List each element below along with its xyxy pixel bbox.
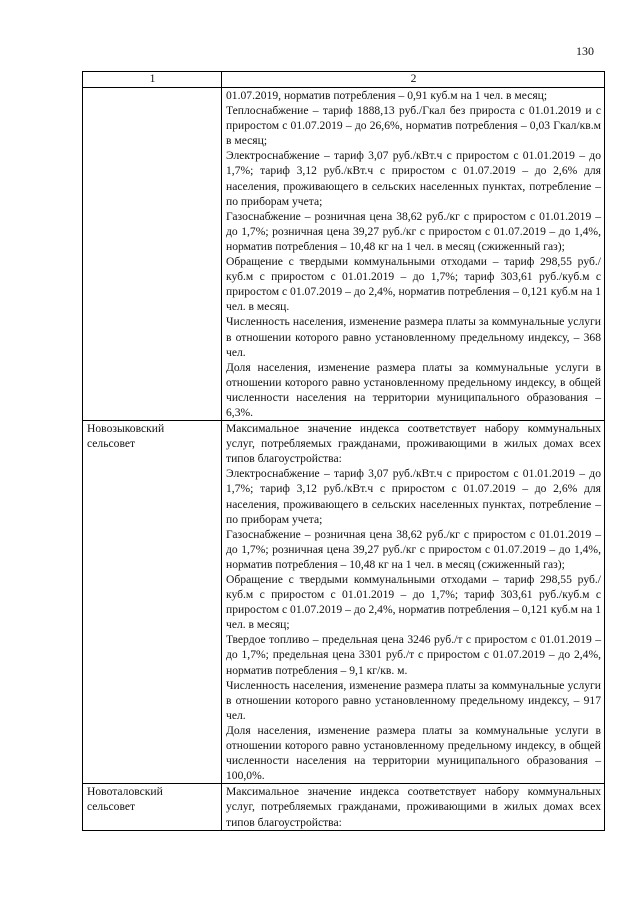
paragraph: Электроснабжение – тариф 3,07 руб./кВт.ч с приростом с 01.01.2019 – до 1,7%; тариф 3,12 руб./кВт.ч с приростом с 01.07.2019 – до 2,6% для населения, проживающего в сельских населенных пунктах, потребление – по приборам учета;	[226, 467, 601, 526]
paragraph: Обращение с твердыми коммунальными отходами – тариф 298,55 руб./куб.м с приростом с 01.01.2019 – до 1,7%; тариф 303,61 руб./куб.м с приростом с 01.07.2019 – до 2,4%, норматив потребления – 0,121 куб.м на 1 чел. в месяц;	[226, 573, 601, 632]
municipality-name: Новозыковский сельсовет	[83, 421, 222, 784]
paragraph: Газоснабжение – розничная цена 38,62 руб./кг с приростом с 01.01.2019 – до 1,7%; розничная цена 39,27 руб./кг с приростом с 01.07.2019 – до 1,4%, норматив потребления – 10,48 кг на 1 чел. в месяц (сжиженный газ);	[226, 527, 601, 571]
municipality-name	[83, 88, 222, 421]
table-row	[83, 88, 605, 421]
page-number: 130	[576, 44, 594, 58]
column-header-2: 2	[222, 72, 605, 88]
paragraph: Доля населения, изменение размера платы за коммунальные услуги в отношении которого равно установленному предельному индексу, в общей численности населения на территории муниципального образования – 6,3%.	[226, 360, 601, 419]
table-header-row	[83, 72, 605, 88]
paragraph: Численность населения, изменение размера платы за коммунальные услуги в отношении которого равно установленному предельному индексу, – 917 чел.	[226, 678, 601, 722]
paragraph: Численность населения, изменение размера платы за коммунальные услуги в отношении которого равно установленному предельному индексу, – 368 чел.	[226, 315, 601, 359]
paragraph: Обращение с твердыми коммунальными отходами – тариф 298,55 руб./куб.м с приростом с 01.01.2019 – до 1,7%; тариф 303,61 руб./куб.м с приростом с 01.07.2019 – до 2,4%, норматив потребления – 0,121 куб.м на 1 чел. в месяц.	[226, 255, 601, 314]
table-row	[83, 784, 605, 830]
paragraph: Газоснабжение – розничная цена 38,62 руб./кг с приростом с 01.01.2019 – до 1,7%; розничная цена 39,27 руб./кг с приростом с 01.07.2019 – до 1,4%, норматив потребления – 10,48 кг на 1 чел. в месяц (сжиженный газ);	[226, 209, 601, 253]
paragraph: Максимальное значение индекса соответствует набору коммунальных услуг, потребляемых гражданами, проживающими в жилых домах всех типов благоустройства:	[226, 785, 601, 829]
paragraph: Доля населения, изменение размера платы за коммунальные услуги в отношении которого равно установленному предельному индексу, в общей численности населения на территории муниципального образования – 100,0%.	[226, 723, 601, 783]
paragraph: Максимальное значение индекса соответствует набору коммунальных услуг, потребляемых гражданами, проживающими в жилых домах всех типов благоустройства:	[226, 422, 601, 466]
table-row	[83, 421, 605, 784]
tariff-description	[222, 421, 605, 784]
municipality-name: Новоталовский сельсовет	[83, 784, 222, 830]
paragraph: Теплоснабжение – тариф 1888,13 руб./Гкал без прироста с 01.01.2019 и с приростом с 01.07.2019 – до 26,6%, норматив потребления – 0,03 Гкал/кв.м в месяц;	[226, 104, 601, 148]
column-header-1: 1	[83, 72, 222, 88]
tariff-table	[82, 71, 605, 831]
paragraph: Твердое топливо – предельная цена 3246 руб./т с приростом с 01.01.2019 – до 1,7%; предельная цена 3301 руб./т с приростом с 01.07.2019 – до 2,4%, норматив потребления – 9,1 кг/кв. м.	[226, 633, 601, 677]
paragraph: 01.07.2019, норматив потребления – 0,91 куб.м на 1 чел. в месяц;	[226, 89, 548, 102]
paragraph: Электроснабжение – тариф 3,07 руб./кВт.ч с приростом с 01.01.2019 – до 1,7%; тариф 3,12 руб./кВт.ч с приростом с 01.07.2019 – до 2,6% для населения, проживающего в сельских населенных пунктах, потребление – по приборам учета;	[226, 149, 601, 208]
tariff-description	[222, 88, 605, 421]
tariff-description	[222, 784, 605, 830]
